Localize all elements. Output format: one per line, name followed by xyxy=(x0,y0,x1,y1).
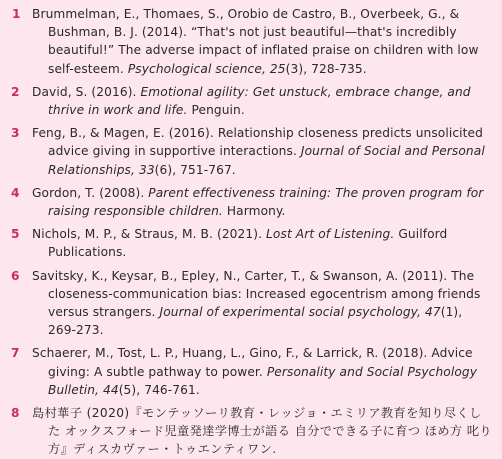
reference-item xyxy=(0,124,492,179)
reference-text-segment: (5), 746-761. xyxy=(118,382,200,397)
reference-text xyxy=(32,126,485,176)
reference-text xyxy=(32,7,479,76)
reference-number: 1 xyxy=(12,7,21,21)
reference-number: 6 xyxy=(11,268,20,283)
journal-title: Personality and Social Psychology Bulletin, 44 xyxy=(48,364,478,397)
journal-title: Journal of Social and Personal Relationships, 33 xyxy=(48,144,485,177)
reference-text-segment: Penguin. xyxy=(187,103,245,118)
reference-text-segment: Brummelman, E., Thomaes, S., Orobio de Castro, B., Overbeek, G., & Bushman, B. J. (2014). “That's not just beautiful—that's incredibly beautiful!” The adverse impact of inflated praise on children with low self-esteem. xyxy=(32,7,479,76)
reference-text-segment: Feng, B., & Magen, E. (2016). Relationship closeness predicts unsolicited advice giving in supportive interactions. xyxy=(32,126,483,159)
journal-title: Psychological science, 25 xyxy=(127,61,286,76)
reference-number: 3 xyxy=(11,126,20,141)
reference-text xyxy=(32,346,477,396)
reference-item xyxy=(0,5,492,78)
reference-text-segment: Nichols, M. P., & Straus, M. B. (2021). xyxy=(32,227,267,242)
journal-title: Journal of experimental social psychology, 47 xyxy=(159,305,441,320)
reference-item xyxy=(0,344,492,399)
reference-item xyxy=(0,267,492,340)
reference-item xyxy=(0,404,492,459)
book-title: Parent effectiveness training: The proven program for raising responsible children. xyxy=(48,185,484,219)
reference-text-segment: Guilford Publications. xyxy=(48,227,448,260)
book-title: Lost Art of Listening. xyxy=(266,227,395,242)
reference-text-segment: Gordon, T. (2008). xyxy=(32,185,149,200)
reference-text-segment: (3), 728-735. xyxy=(285,61,367,76)
reference-text-segment: Savitsky, K., Keysar, B., Epley, N., Carter, T., & Swanson, A. (2011). The closeness-communication bias: Increased egocentrism among friends versus strangers. xyxy=(32,268,481,320)
reference-number: 4 xyxy=(11,185,20,200)
reference-text-segment: (6), 751-767. xyxy=(154,162,236,177)
book-title: Emotional agility: Get unstuck, embrace change, and thrive in work and life. xyxy=(48,84,471,118)
reference-text: 島村華子 (2020)『モンテッソーリ教育・レッジョ・エミリア教育を知り尽くした オックスフォード児童発達学博士が語る 自分でできる子に育つ ほめ方 叱り方』ディスカヴァー・トゥエンティワン. xyxy=(32,406,492,457)
reference-text xyxy=(32,186,483,218)
reference-number: 2 xyxy=(11,84,20,99)
reference-text-segment: Harmony. xyxy=(222,204,286,219)
reference-number: 7 xyxy=(11,346,20,361)
reference-number: 8 xyxy=(11,406,20,421)
reference-number: 5 xyxy=(11,227,20,242)
reference-text xyxy=(32,227,447,259)
reference-text xyxy=(32,85,471,117)
reference-item xyxy=(0,83,492,119)
reference-item xyxy=(0,225,492,261)
reference-text xyxy=(32,269,480,338)
reference-text-segment: (1), 269-273. xyxy=(48,305,463,338)
reference-item xyxy=(0,184,492,220)
reference-text-segment: David, S. (2016). xyxy=(32,84,141,99)
reference-text-segment: Schaerer, M., Tost, L. P., Huang, L., Gino, F., & Larrick, R. (2018). Advice giving: A subtle pathway to power. xyxy=(32,346,473,379)
